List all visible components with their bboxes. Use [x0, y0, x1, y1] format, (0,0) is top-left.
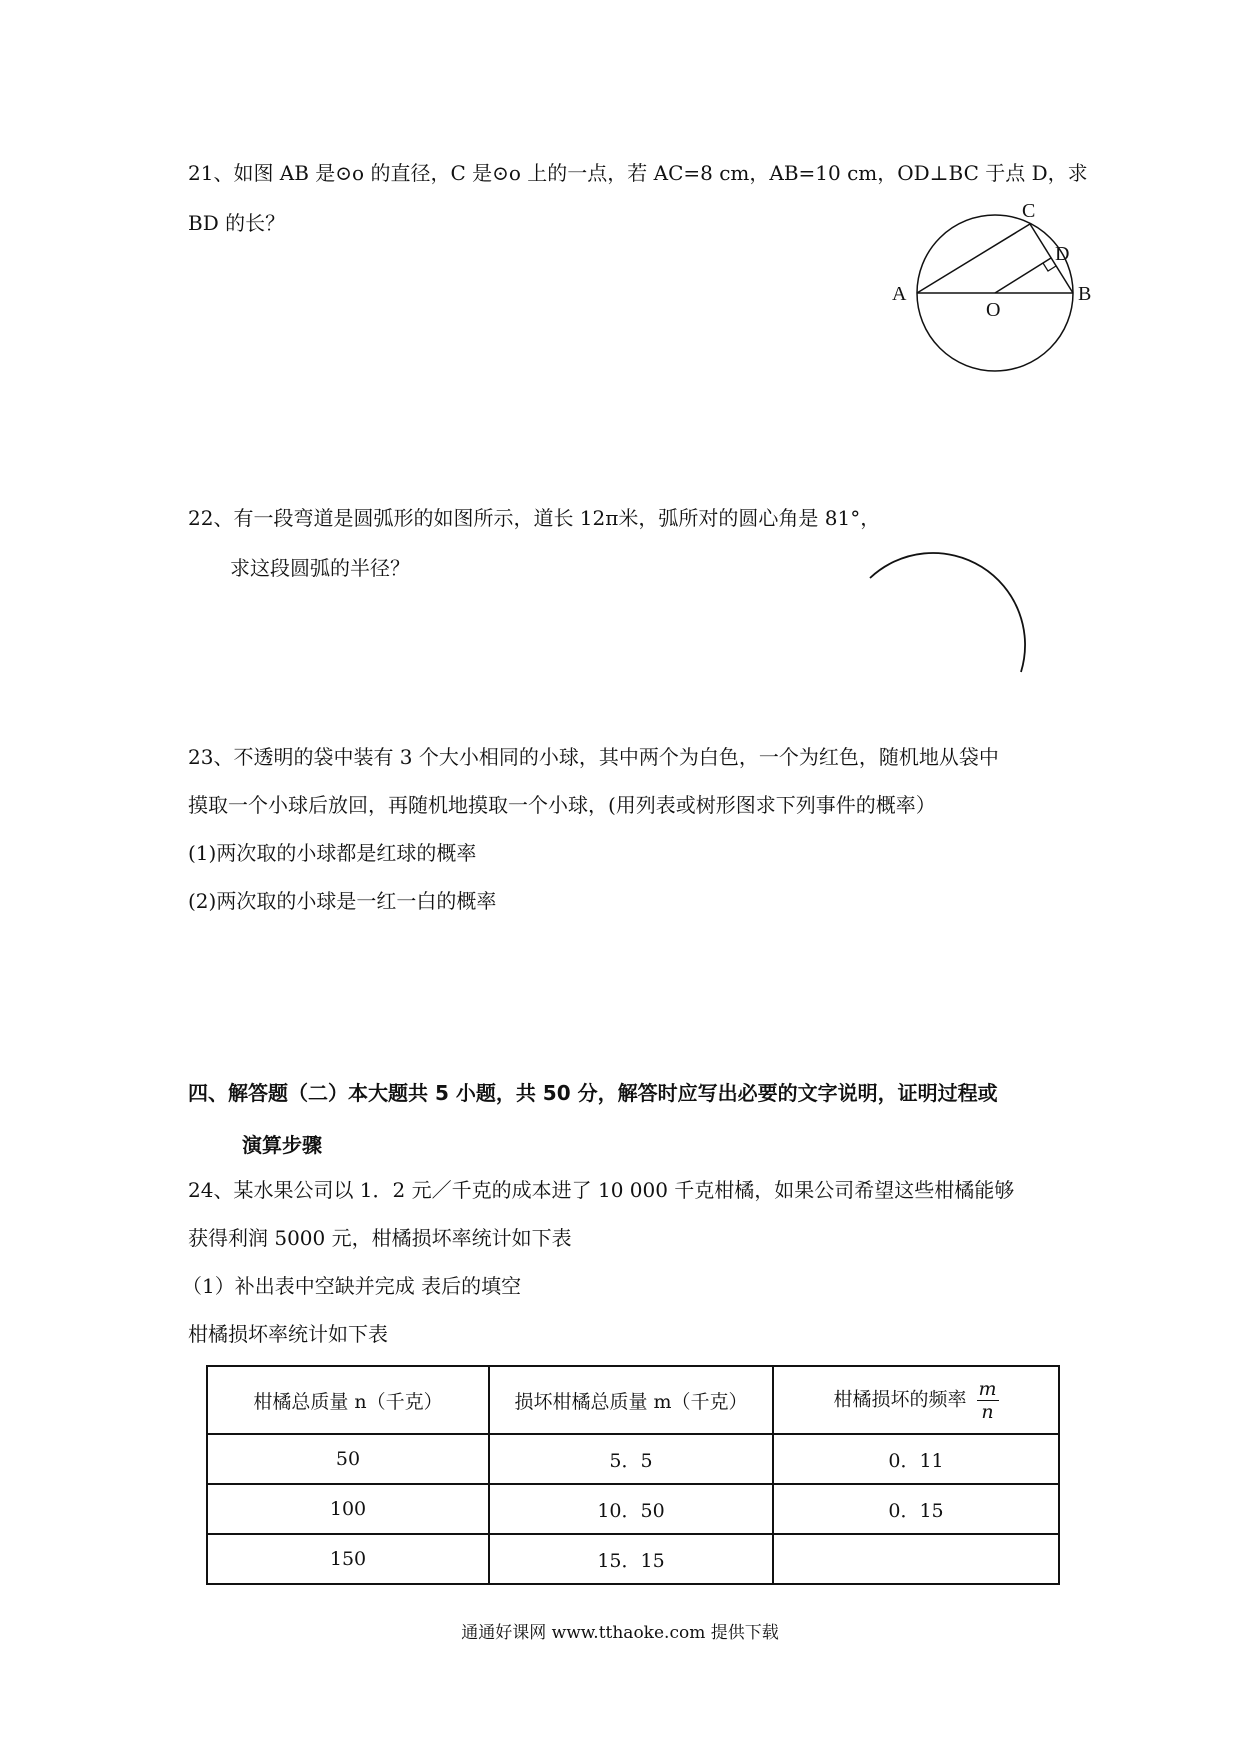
header-total-mass: 柑橘总质量 n（千克）	[207, 1366, 489, 1434]
q23-sub2: (2)两次取的小球是一红一白的概率	[188, 889, 497, 913]
cell-total-mass: 150	[207, 1534, 489, 1584]
table-row	[207, 1434, 1059, 1484]
q24-line1: 24、某水果公司以 1．2 元／千克的成本进了 10 000 千克柑橘，如果公司希望这些柑橘能够	[188, 1178, 1015, 1202]
header-damaged-mass: 损坏柑橘总质量 m（千克）	[489, 1366, 773, 1434]
arc	[870, 553, 1025, 672]
q22-arc-figure	[860, 540, 1040, 680]
cell-frequency: 0．15	[773, 1484, 1059, 1534]
q24-sub1: （1）补出表中空缺并完成 表后的填空	[182, 1274, 522, 1298]
label-a: A	[892, 283, 907, 305]
fraction-numerator: m	[978, 1377, 997, 1400]
label-o: O	[986, 299, 1001, 321]
header-frequency-label: 柑橘损坏的频率	[833, 1388, 967, 1410]
q21-line1: 21、如图 AB 是⊙o 的直径，C 是⊙o 上的一点，若 AC=8 cm，AB=10 cm，OD⊥BC 于点 D，求	[188, 161, 1088, 185]
section4-line1: 四、解答题（二）本大题共 5 小题，共 50 分，解答时应写出必要的文字说明，证明过程或	[188, 1081, 998, 1105]
q21-line2: BD 的长？	[188, 211, 286, 235]
table-row	[207, 1484, 1059, 1534]
q24-line2: 获得利润 5000 元，柑橘损坏率统计如下表	[188, 1226, 572, 1250]
fraction-m-over-n	[977, 1378, 999, 1423]
table-row	[207, 1534, 1059, 1584]
label-c: C	[1022, 200, 1036, 222]
q23-line1: 23、不透明的袋中装有 3 个大小相同的小球，其中两个为白色，一个为红色，随机地从袋中	[188, 745, 999, 769]
cell-total-mass: 50	[207, 1434, 489, 1484]
table-caption: 柑橘损坏率统计如下表	[188, 1322, 388, 1346]
cell-total-mass: 100	[207, 1484, 489, 1534]
chord-ac	[917, 224, 1030, 293]
header-frequency	[773, 1366, 1059, 1434]
q23-sub1: (1)两次取的小球都是红球的概率	[188, 841, 477, 865]
table-header-row	[207, 1366, 1059, 1434]
cell-damaged-mass: 5．5	[489, 1434, 773, 1484]
damage-rate-table	[206, 1365, 1060, 1585]
cell-damaged-mass: 15．15	[489, 1534, 773, 1584]
q22-line2: 求这段圆弧的半径？	[230, 556, 410, 580]
label-b: B	[1078, 283, 1092, 305]
q22-line1: 22、有一段弯道是圆弧形的如图所示，道长 12π米，弧所对的圆心角是 81°，	[188, 506, 881, 530]
q23-line2: 摸取一个小球后放回，再随机地摸取一个小球，(用列表或树形图求下列事件的概率）	[188, 793, 936, 817]
fraction-denominator: n	[981, 1400, 994, 1423]
label-d: D	[1055, 243, 1070, 265]
cell-frequency: 0．11	[773, 1434, 1059, 1484]
section4-line2: 演算步骤	[242, 1133, 322, 1157]
segment-od	[995, 258, 1051, 293]
cell-damaged-mass: 10．50	[489, 1484, 773, 1534]
page-footer: 通通好课网 www.tthaoke.com 提供下载	[461, 1623, 779, 1643]
cell-frequency-blank[interactable]	[773, 1534, 1059, 1584]
q21-circle-figure	[880, 200, 1100, 380]
